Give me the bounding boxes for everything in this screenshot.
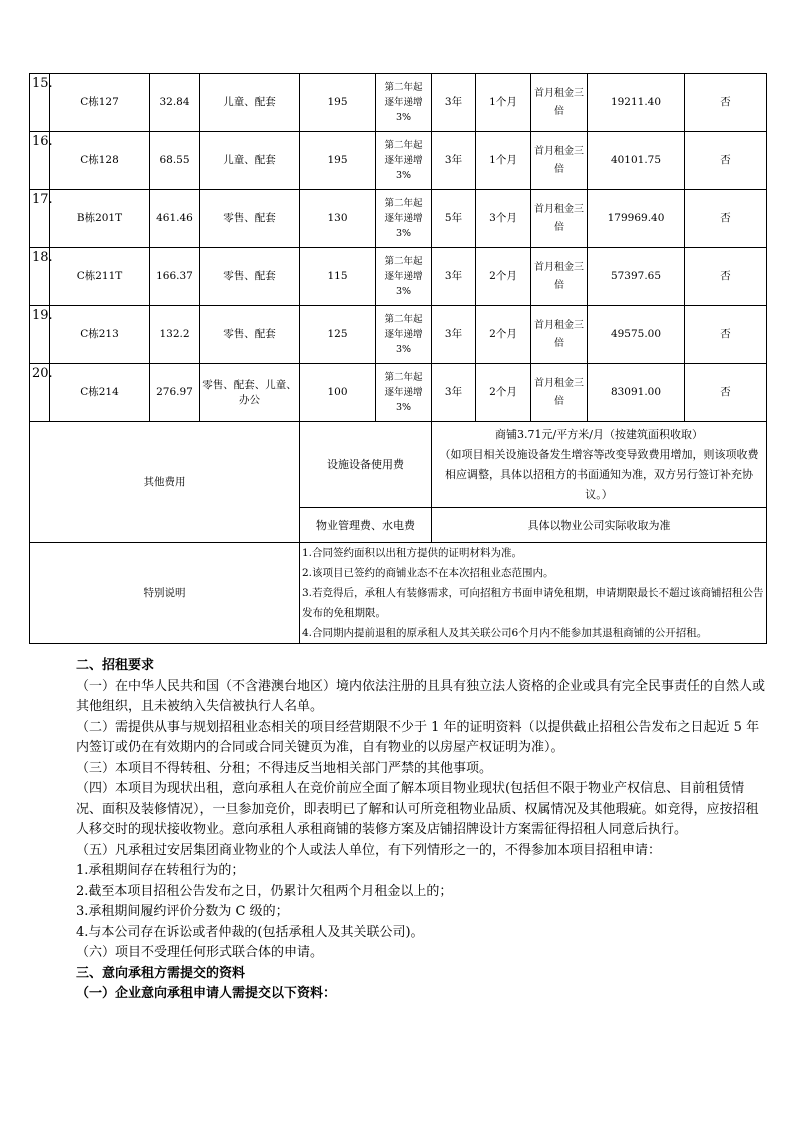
escalation-cell-line: 第二年起 [384,256,423,267]
flag-cell: 否 [685,190,767,248]
escalation-cell-line: 第二年起 [384,82,423,93]
row-number: 17. [30,190,50,248]
escalation-cell-line: 3% [395,228,412,239]
total-cell: 19211.40 [588,74,685,132]
deposit-cell-line: 首月租金三 [534,261,584,273]
escalation-cell-line: 逐年递增 [384,97,423,108]
flag-cell: 否 [685,306,767,364]
usage-cell: 零售、配套 [200,190,300,248]
table-row [30,248,767,306]
unit-cell: C栋211T [50,248,150,306]
total-cell: 179969.40 [588,190,685,248]
other-fees-label: 其他费用 [30,422,300,543]
section-heading-materials: 三、意向承租方需提交的资料 [76,965,246,981]
deposit-cell-line: 首月租金三 [534,145,584,157]
escalation-cell-line: 逐年递增 [384,387,423,398]
deposit-cell [531,248,588,306]
deposit-cell-line: 倍 [554,395,564,407]
area-cell: 68.55 [150,132,200,190]
restriction-item: 4.与本公司存在诉讼或者仲裁的(包括承租人及其关联公司)。 [76,924,424,940]
deposit-cell-line: 倍 [554,337,564,349]
requirement-paragraph: （一）在中华人民共和国（不含港澳台地区）境内依法注册的且具有独立法人资格的企业或具有完全民事责任的自然人或其他组织，且未被纳入失信被执行人名单。 [76,678,766,714]
total-cell: 57397.65 [588,248,685,306]
area-cell: 132.2 [150,306,200,364]
deposit-cell-line: 倍 [554,221,564,233]
escalation-cell [376,190,432,248]
area-cell: 32.84 [150,74,200,132]
unit-cell: C栋127 [50,74,150,132]
special-note-item: 4.合同期内提前退租的原承租人及其关联公司6个月内不能参加其退租商铺的公开招租。 [302,627,708,639]
flag-cell: 否 [685,248,767,306]
requirement-paragraph: （五）凡承租过安居集团商业物业的个人或法人单位，有下列情形之一的，不得参加本项目招租申请： [76,842,662,858]
row-number: 20. [30,364,50,422]
escalation-cell-line: 3% [395,402,412,413]
rent-free-cell: 3个月 [476,190,531,248]
table-row [30,132,767,190]
deposit-cell [531,306,588,364]
usage-cell: 零售、配套 [200,248,300,306]
rent-cell: 195 [300,74,376,132]
usage-cell: 零售、配套、儿童、办公 [200,364,300,422]
requirement-paragraph: （六）项目不受理任何形式联合体的申请。 [76,945,324,960]
unit-cell: B栋201T [50,190,150,248]
escalation-cell-line: 3% [395,170,412,181]
row-number: 16. [30,132,50,190]
escalation-cell [376,306,432,364]
fee-row-facility [30,422,767,508]
facility-fee-label: 设施设备使用费 [300,422,432,508]
facility-fee-note: （如项目相关设施设备发生增容等改变导致费用增加，则该项收费相应调整，具体以招租方的书面通知为准，双方另行签订补充协议。） [439,447,759,501]
restriction-item: 2.截至本项目招租公告发布之日，仍累计欠租两个月租金以上的； [76,883,453,899]
escalation-cell-line: 3% [395,112,412,123]
requirement-paragraph: （四）本项目为现状出租，意向承租人在竞价前应全面了解本项目物业现状(包括但不限于物业产权信息、目前租赁情况、面积及装修情况），一旦参加竞价，即表明已了解和认可所竞租物业品质、权属情况及其他瑕疵。如竞得，应按招租人移交时的现状接收物业。意向承租人承租商铺的装修方案及店铺招牌设计方案需征得招租人同意后执行。 [76,781,759,837]
escalation-cell-line: 逐年递增 [384,329,423,340]
area-cell: 276.97 [150,364,200,422]
rent-free-cell: 1个月 [476,132,531,190]
special-note-item: 3.若竞得后，承租人有装修需求，可向招租方书面申请免租期，申请期限最长不超过该商铺招租公告发布的免租期限。 [302,587,764,619]
deposit-cell-line: 首月租金三 [534,203,584,215]
table-row [30,306,767,364]
deposit-cell [531,74,588,132]
escalation-cell-line: 逐年递增 [384,155,423,166]
escalation-cell [376,248,432,306]
escalation-cell-line: 逐年递增 [384,213,423,224]
area-cell: 461.46 [150,190,200,248]
special-notes-list [300,543,767,644]
table-row [30,364,767,422]
lease-table [29,73,767,644]
escalation-cell-line: 第二年起 [384,140,423,151]
body-flow [76,656,768,1005]
special-note-item: 2.该项目已签约的商铺业态不在本次招租业态范围内。 [302,567,554,579]
unit-cell: C栋214 [50,364,150,422]
row-number: 15. [30,74,50,132]
rent-free-cell: 2个月 [476,248,531,306]
row-number: 18. [30,248,50,306]
escalation-cell-line: 第二年起 [384,372,423,383]
rent-cell: 100 [300,364,376,422]
total-cell: 49575.00 [588,306,685,364]
escalation-cell-line: 第二年起 [384,198,423,209]
table-row [30,74,767,132]
escalation-cell-line: 第二年起 [384,314,423,325]
deposit-cell [531,364,588,422]
rent-free-cell: 1个月 [476,74,531,132]
deposit-cell-line: 首月租金三 [534,377,584,389]
special-notes-label: 特别说明 [30,543,300,644]
special-note-item: 1.合同签约面积以出租方提供的证明材料为准。 [302,547,523,559]
unit-cell: C栋213 [50,306,150,364]
usage-cell: 儿童、配套 [200,74,300,132]
restriction-item: 1.承租期间存在转租行为的； [76,863,245,878]
escalation-cell-line: 3% [395,286,412,297]
escalation-cell-line: 逐年递增 [384,271,423,282]
unit-cell: C栋128 [50,132,150,190]
facility-fee-detail [432,422,767,508]
term-cell: 5年 [432,190,476,248]
term-cell: 3年 [432,132,476,190]
rent-free-cell: 2个月 [476,364,531,422]
requirement-paragraph: （三）本项目不得转租、分租；不得违反当地相关部门严禁的其他事项。 [76,760,493,776]
restriction-item: 3.承租期间履约评价分数为 C 级的； [76,904,289,919]
facility-fee-rate: 商铺3.71元/平方米/月（按建筑面积收取） [495,427,703,441]
term-cell: 3年 [432,74,476,132]
deposit-cell-line: 倍 [554,163,564,175]
usage-cell: 零售、配套 [200,306,300,364]
flag-cell: 否 [685,74,767,132]
term-cell: 3年 [432,364,476,422]
term-cell: 3年 [432,248,476,306]
management-fee-label: 物业管理费、水电费 [300,508,432,543]
deposit-cell-line: 首月租金三 [534,319,584,331]
area-cell: 166.37 [150,248,200,306]
escalation-cell-line: 3% [395,344,412,355]
escalation-cell [376,364,432,422]
total-cell: 40101.75 [588,132,685,190]
term-cell: 3年 [432,306,476,364]
subsection-heading-enterprise: （一）企业意向承租申请人需提交以下资料： [76,986,337,1001]
rent-cell: 130 [300,190,376,248]
special-notes-row [30,543,767,644]
table-row [30,190,767,248]
deposit-cell-line: 倍 [554,105,564,117]
flag-cell: 否 [685,364,767,422]
management-fee-value: 具体以物业公司实际收取为准 [432,508,767,543]
escalation-cell [376,132,432,190]
total-cell: 83091.00 [588,364,685,422]
flag-cell: 否 [685,132,767,190]
section-heading-requirements: 二、招租要求 [76,658,155,673]
deposit-cell [531,132,588,190]
row-number: 19. [30,306,50,364]
usage-cell: 儿童、配套 [200,132,300,190]
requirement-paragraph: （二）需提供从事与规划招租业态相关的项目经营期限不少于 1 年的证明资料（以提供截止招租公告发布之日起近 5 年内签订或仍在有效期内的合同或合同关键页为准，自有物业的以房屋产权证明为准）。 [76,719,760,755]
deposit-cell [531,190,588,248]
deposit-cell-line: 倍 [554,279,564,291]
rent-cell: 125 [300,306,376,364]
rent-cell: 195 [300,132,376,190]
rent-free-cell: 2个月 [476,306,531,364]
rent-cell: 115 [300,248,376,306]
escalation-cell [376,74,432,132]
deposit-cell-line: 首月租金三 [534,87,584,99]
